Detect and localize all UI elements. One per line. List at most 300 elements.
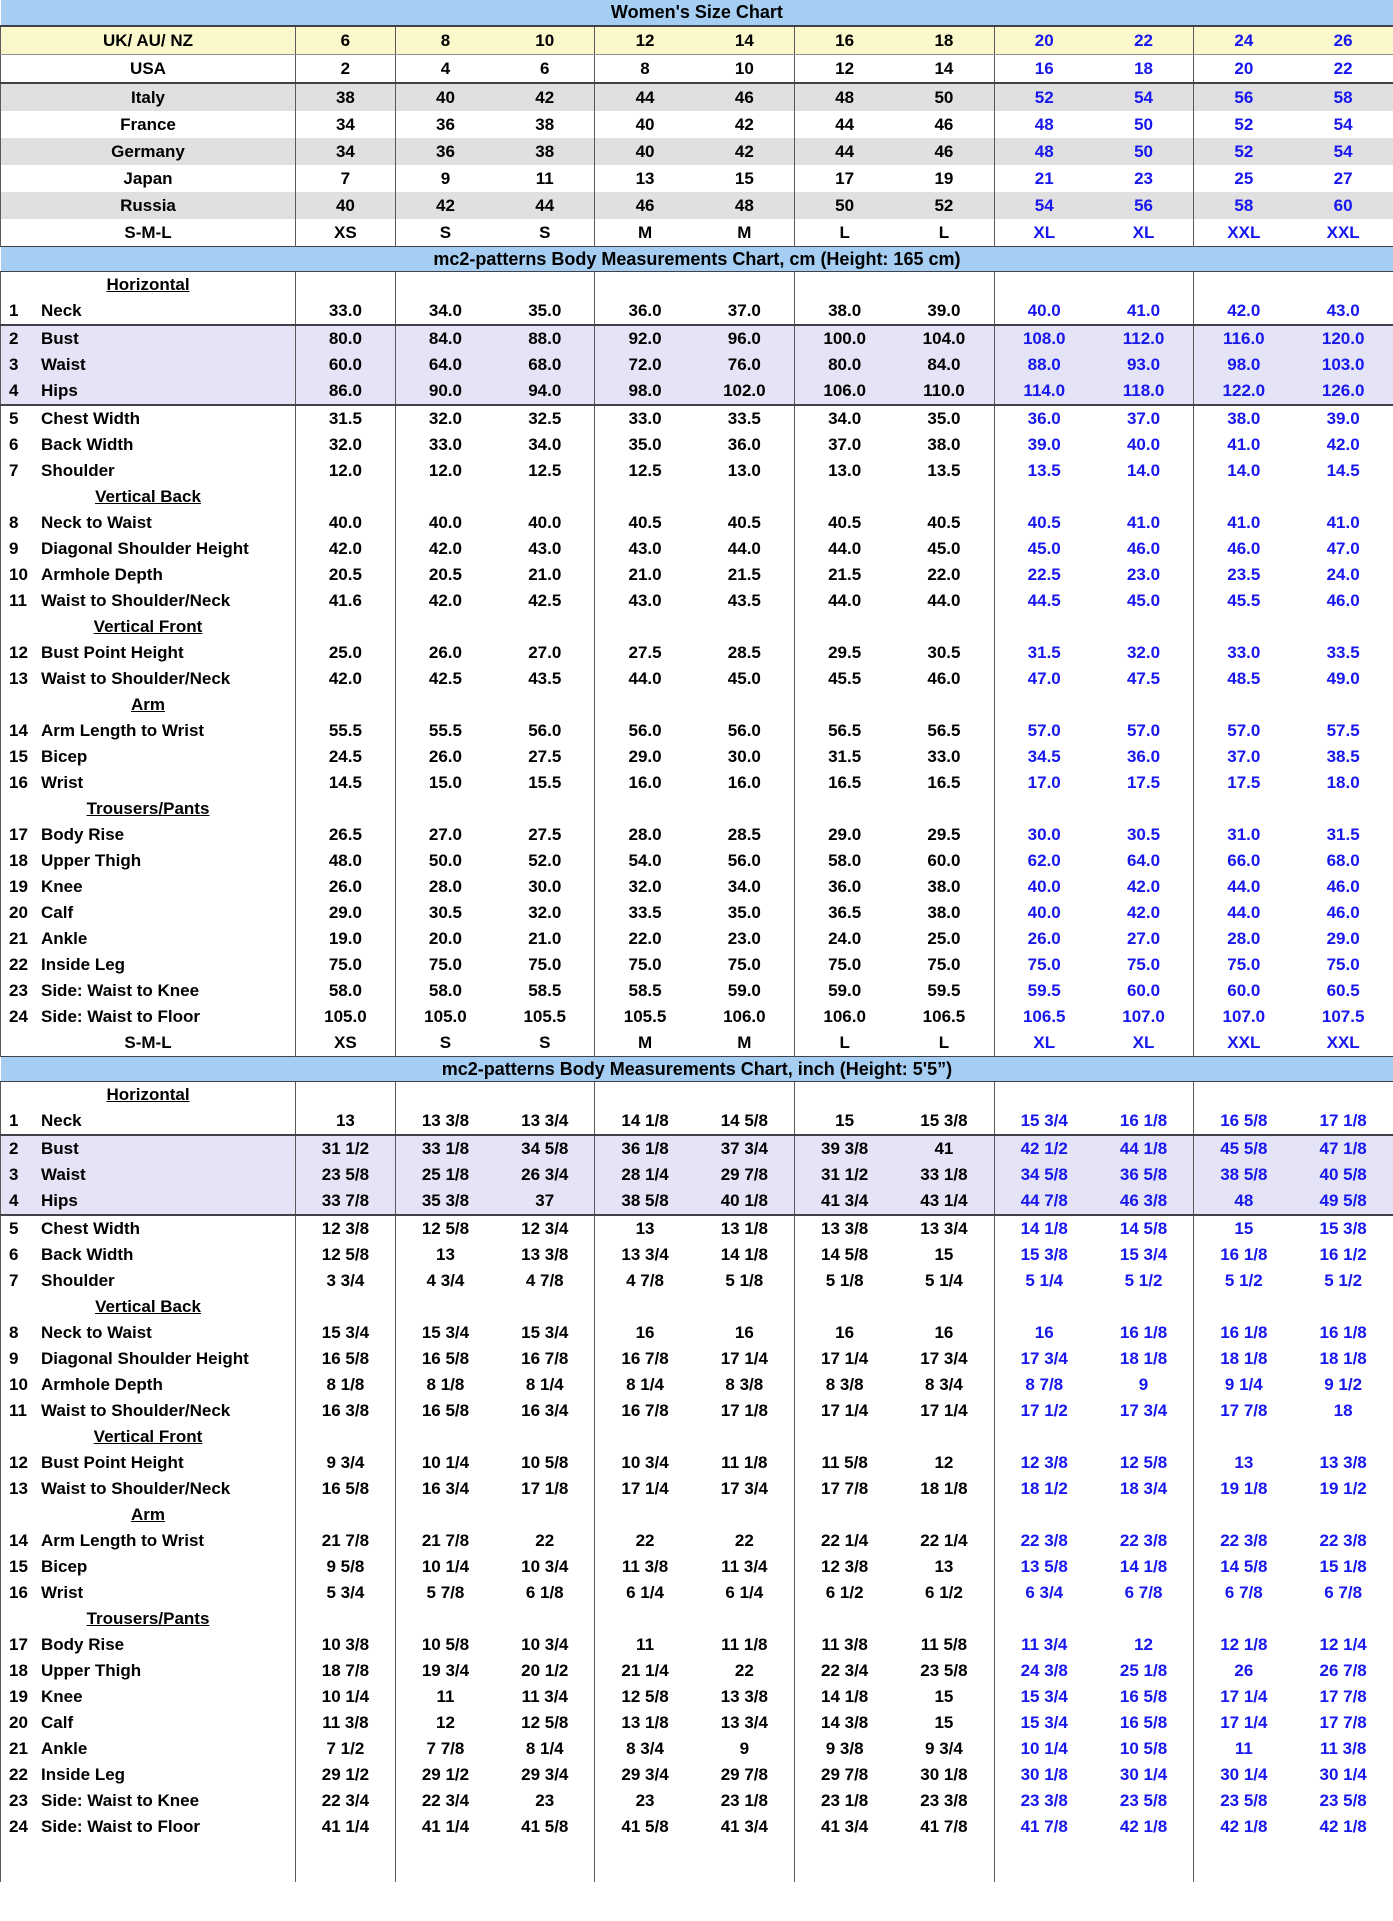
value-cell: 41.0 [1227, 435, 1261, 454]
value-cell: 16 5/8 [421, 1349, 470, 1368]
value-cell: 17 1/8 [1293, 1108, 1393, 1135]
row-label [1, 1004, 296, 1030]
value-cell: 10 [495, 26, 595, 55]
value-cell: 15 [695, 165, 795, 192]
value-cell: 10 1/4 [421, 1453, 470, 1472]
row-label-text: Back Width [41, 435, 134, 454]
value-cell: 106.5 [894, 1004, 994, 1030]
row-label-text: Body Rise [41, 1635, 125, 1654]
value-cell: 120.0 [1293, 325, 1393, 352]
value-cell: 105.0 [296, 1004, 396, 1030]
value-cell: 33.0 [296, 298, 396, 325]
row-label [1, 510, 296, 536]
value-cell: 14 1/8 [821, 1687, 869, 1706]
table-row [1, 900, 1393, 926]
value-cell: 12 1/4 [1293, 1632, 1393, 1658]
value-cell [994, 692, 1094, 718]
value-cell: 13.5 [894, 458, 994, 484]
row-label [1, 770, 296, 796]
value-cell: 13 [635, 169, 655, 188]
value-cell: 59.5 [894, 978, 994, 1004]
value-cell: 16 1/8 [1094, 1108, 1194, 1135]
table-row [1, 111, 1393, 138]
value-cell [894, 484, 994, 510]
value-cell: 15 1/8 [1293, 1554, 1393, 1580]
row-label-text: Side: Waist to Knee [41, 1791, 200, 1810]
value-cell [994, 1840, 1094, 1882]
table-row [1, 822, 1393, 848]
row-number: 20 [9, 1713, 28, 1732]
row-label-text: Body Rise [41, 825, 125, 844]
value-cell [695, 484, 795, 510]
value-cell: 19.0 [296, 926, 396, 952]
value-cell: L [894, 1030, 994, 1057]
value-cell [695, 692, 795, 718]
value-cell [595, 1294, 695, 1320]
row-label-text: Diagonal Shoulder Height [41, 1349, 249, 1368]
value-cell: 40.5 [894, 510, 994, 536]
section-header-row [1, 796, 1393, 822]
value-cell: 36.0 [695, 432, 795, 458]
value-cell: 105.5 [623, 1007, 667, 1026]
value-cell: 40.5 [1027, 513, 1061, 532]
value-cell [395, 272, 495, 299]
table-row [1, 536, 1393, 562]
value-cell: 44.0 [628, 669, 662, 688]
value-cell: 6 1/8 [495, 1580, 595, 1606]
value-cell [1094, 484, 1194, 510]
value-cell [695, 1294, 795, 1320]
value-cell: 38 [296, 83, 396, 111]
value-cell [495, 1294, 595, 1320]
row-number: 4 [9, 381, 19, 400]
value-cell: 31 1/2 [794, 1162, 894, 1188]
value-cell: 16 7/8 [495, 1346, 595, 1372]
value-cell [1194, 692, 1294, 718]
value-cell: 21.0 [495, 926, 595, 952]
value-cell: 13 3/8 [821, 1219, 869, 1238]
value-cell: 57.0 [1227, 721, 1261, 740]
value-cell: 12 5/8 [495, 1710, 595, 1736]
value-cell: 10 [695, 55, 795, 84]
value-cell [296, 796, 396, 822]
value-cell: 54 [1094, 83, 1194, 111]
value-cell: 23.0 [1094, 562, 1194, 588]
value-cell: 13 1/8 [621, 1713, 669, 1732]
value-cell: 17 7/8 [1220, 1401, 1268, 1420]
value-cell: 13 3/8 [495, 1242, 595, 1268]
row-number: 19 [9, 877, 28, 896]
row-number: 17 [9, 825, 28, 844]
value-cell: 54 [1293, 111, 1393, 138]
value-cell [495, 796, 595, 822]
value-cell: M [637, 1033, 653, 1052]
row-number: 13 [9, 669, 28, 688]
table-row [1, 1814, 1393, 1840]
value-cell: 38 5/8 [595, 1188, 695, 1215]
table-row [1, 378, 1393, 405]
row-number: 6 [9, 1245, 19, 1264]
row-label [1, 562, 296, 588]
value-cell: 98.0 [595, 378, 695, 405]
value-cell: 6 3/4 [1025, 1583, 1064, 1602]
value-cell: 40 [296, 192, 396, 219]
value-cell: 20 1/2 [495, 1658, 595, 1684]
value-cell [994, 1424, 1094, 1450]
value-cell: 80.0 [296, 325, 396, 352]
value-cell: 30 1/8 [1020, 1765, 1068, 1784]
row-label [1, 325, 296, 352]
value-cell: 21 [1034, 169, 1054, 188]
value-cell [1293, 692, 1393, 718]
row-label-text: Waist to Shoulder/Neck [41, 669, 231, 688]
value-cell: 33.5 [695, 405, 795, 432]
value-cell: 18.0 [1293, 770, 1393, 796]
value-cell: 46 [894, 111, 994, 138]
row-label-text: Waist to Shoulder/Neck [41, 1479, 231, 1498]
row-number: 1 [9, 301, 19, 320]
value-cell: 43.0 [628, 591, 662, 610]
value-cell: 17 3/4 [894, 1346, 994, 1372]
value-cell: 37 3/4 [695, 1135, 795, 1162]
value-cell: 36.5 [828, 903, 862, 922]
value-cell [395, 1502, 495, 1528]
value-cell: 12 5/8 [296, 1242, 396, 1268]
value-cell: 28.0 [1227, 929, 1261, 948]
value-cell: 36.0 [828, 877, 862, 896]
value-cell: 20.5 [296, 562, 396, 588]
value-cell: 11 3/8 [621, 1557, 669, 1576]
table-row [1, 458, 1393, 484]
value-cell: 17 1/4 [695, 1346, 795, 1372]
value-cell [1194, 272, 1294, 299]
value-cell: 106.0 [794, 378, 894, 405]
value-cell: 21 7/8 [296, 1528, 396, 1554]
value-cell: 56.5 [828, 721, 862, 740]
value-cell: 80.0 [794, 352, 894, 378]
value-cell: 34 [296, 138, 396, 165]
value-cell [595, 614, 695, 640]
row-label-text: Neck to Waist [41, 1323, 152, 1342]
value-cell [495, 1502, 595, 1528]
value-cell: 17 1/2 [1020, 1401, 1068, 1420]
value-cell: 42.0 [1293, 432, 1393, 458]
value-cell: 37.0 [695, 298, 795, 325]
table-row [1, 926, 1393, 952]
value-cell: 16 5/8 [296, 1346, 396, 1372]
value-cell: 42.0 [296, 536, 396, 562]
value-cell: 35.0 [894, 405, 994, 432]
value-cell: 46 [595, 192, 695, 219]
value-cell [1194, 1502, 1294, 1528]
value-cell: 9 1/2 [1293, 1372, 1393, 1398]
row-label [1, 1215, 296, 1242]
row-number: 8 [9, 1323, 19, 1342]
row-number: 22 [9, 955, 28, 974]
value-cell: 94.0 [495, 378, 595, 405]
value-cell: 56.0 [495, 718, 595, 744]
value-cell: 16 5/8 [1094, 1684, 1194, 1710]
value-cell: 9 3/4 [296, 1450, 396, 1476]
value-cell: 17 1/4 [894, 1398, 994, 1424]
row-label [1, 536, 296, 562]
value-cell: 18 1/8 [1094, 1346, 1194, 1372]
row-number: 21 [9, 1739, 28, 1758]
table-row [1, 1398, 1393, 1424]
value-cell: 25.0 [894, 926, 994, 952]
value-cell: 38.5 [1293, 744, 1393, 770]
row-label [1, 26, 296, 55]
row-number: 10 [9, 565, 28, 584]
value-cell: 102.0 [695, 378, 795, 405]
table-row [1, 1030, 1393, 1057]
value-cell: 28.5 [695, 640, 795, 666]
value-cell: M [637, 223, 653, 242]
section-header-text: Trousers/Pants [86, 799, 210, 818]
value-cell: 42.5 [428, 669, 462, 688]
value-cell: 12 5/8 [621, 1687, 669, 1706]
row-label-text: Hips [41, 381, 78, 400]
value-cell: 40.0 [428, 513, 462, 532]
value-cell: S [439, 1033, 452, 1052]
value-cell: 84.0 [894, 352, 994, 378]
value-cell: 84.0 [395, 325, 495, 352]
value-cell: 5 1/4 [894, 1268, 994, 1294]
value-cell: 49 5/8 [1293, 1188, 1393, 1215]
row-label [1, 405, 296, 432]
value-cell: 60.0 [1227, 981, 1261, 1000]
section-header-text: Horizontal [106, 1085, 190, 1104]
value-cell: 41 3/4 [821, 1817, 869, 1836]
value-cell [894, 1294, 994, 1320]
table-row [1, 352, 1393, 378]
row-number: 16 [9, 773, 28, 792]
value-cell: 55.5 [428, 721, 462, 740]
value-cell: 52 [1234, 115, 1254, 134]
value-cell: S [495, 1030, 595, 1057]
value-cell: 29 1/2 [421, 1765, 470, 1784]
value-cell: 34 5/8 [994, 1162, 1094, 1188]
value-cell: 86.0 [296, 378, 396, 405]
value-cell [595, 1502, 695, 1528]
value-cell: 11 1/8 [695, 1450, 795, 1476]
row-label [1, 1135, 296, 1162]
row-label-text: Wrist [41, 773, 84, 792]
value-cell: XL [1033, 1033, 1056, 1052]
value-cell: 39.0 [1027, 435, 1061, 454]
value-cell [395, 1082, 495, 1109]
value-cell [1293, 1606, 1393, 1632]
value-cell: 37.0 [1094, 405, 1194, 432]
value-cell: 42 1/2 [994, 1135, 1094, 1162]
row-number: 24 [9, 1817, 28, 1836]
row-label [1, 83, 296, 111]
value-cell: 40 [395, 83, 495, 111]
table-row [1, 1554, 1393, 1580]
row-label [1, 219, 296, 247]
row-label [1, 298, 296, 325]
row-label-text: Chest Width [41, 409, 141, 428]
table-row [1, 1762, 1393, 1788]
value-cell: 45.5 [1227, 591, 1261, 610]
value-cell: 35 3/8 [395, 1188, 495, 1215]
value-cell: 41 5/8 [495, 1814, 595, 1840]
table-row [1, 432, 1393, 458]
value-cell: 41 1/4 [296, 1814, 396, 1840]
value-cell: 10 5/8 [495, 1450, 595, 1476]
value-cell: 40.0 [1027, 903, 1061, 922]
value-cell: 6 1/2 [825, 1583, 864, 1602]
value-cell: 18 1/8 [1220, 1349, 1268, 1368]
value-cell: 6 1/4 [695, 1580, 795, 1606]
value-cell: 75.0 [1094, 952, 1194, 978]
table-row [1, 666, 1393, 692]
value-cell: 12 3/8 [1020, 1453, 1068, 1472]
value-cell [794, 1502, 894, 1528]
value-cell: 34.0 [495, 432, 595, 458]
value-cell: 98.0 [1194, 352, 1294, 378]
value-cell: 56.0 [628, 721, 662, 740]
row-label-text: Neck to Waist [41, 513, 152, 532]
value-cell: 49.0 [1293, 666, 1393, 692]
section-header-row [1, 272, 1393, 299]
value-cell [1094, 272, 1194, 299]
row-label-text: Waist [41, 1165, 86, 1184]
value-cell: 36.0 [1027, 409, 1061, 428]
value-cell: 30 1/4 [1293, 1762, 1393, 1788]
value-cell: 16 5/8 [421, 1401, 470, 1420]
table-row [1, 1268, 1393, 1294]
value-cell [595, 1840, 695, 1882]
value-cell: 31.5 [296, 405, 396, 432]
value-cell: 42.0 [1194, 298, 1294, 325]
value-cell: 103.0 [1293, 352, 1393, 378]
value-cell: 27.5 [495, 744, 595, 770]
table-row [1, 874, 1393, 900]
value-cell: 48 [994, 138, 1094, 165]
row-label [1, 1242, 296, 1268]
value-cell: 17 1/4 [821, 1401, 869, 1420]
value-cell: 37.0 [1227, 747, 1261, 766]
value-cell: 40 [595, 138, 695, 165]
value-cell: 30 1/4 [1094, 1762, 1194, 1788]
value-cell: 17 7/8 [1293, 1684, 1393, 1710]
value-cell: 18 7/8 [296, 1658, 396, 1684]
value-cell [1194, 1840, 1294, 1882]
value-cell: 11 3/4 [695, 1554, 795, 1580]
value-cell: 88.0 [495, 325, 595, 352]
value-cell: 31.0 [1227, 825, 1261, 844]
row-number: 18 [9, 851, 28, 870]
value-cell: 75.0 [1227, 955, 1261, 974]
value-cell: 13 5/8 [1020, 1557, 1068, 1576]
row-number: 17 [9, 1635, 28, 1654]
value-cell: 32.0 [428, 409, 462, 428]
value-cell: 39.0 [1293, 405, 1393, 432]
value-cell [1094, 1502, 1194, 1528]
value-cell: L [839, 1033, 850, 1052]
value-cell: 15 [894, 1242, 994, 1268]
value-cell: 36 5/8 [1094, 1162, 1194, 1188]
value-cell: 44.0 [1227, 877, 1261, 896]
value-cell: 24.0 [828, 929, 862, 948]
value-cell: 17 1/4 [1220, 1687, 1268, 1706]
value-cell: 15.0 [428, 773, 462, 792]
value-cell: 24.5 [296, 744, 396, 770]
row-label-text: Germany [111, 142, 185, 161]
row-label [1, 1162, 296, 1188]
value-cell [794, 1082, 894, 1109]
row-number: 1 [9, 1111, 19, 1130]
value-cell: 42.0 [428, 539, 462, 558]
value-cell: 40 [635, 115, 655, 134]
value-cell: 35.0 [628, 435, 662, 454]
value-cell: 28 1/4 [595, 1162, 695, 1188]
value-cell: 25 [1234, 169, 1254, 188]
row-number: 14 [9, 721, 28, 740]
value-cell [1194, 1082, 1294, 1109]
row-number: 23 [9, 1791, 28, 1810]
value-cell [395, 1294, 495, 1320]
value-cell: 17 [835, 169, 855, 188]
value-cell: 16 7/8 [621, 1401, 669, 1420]
value-cell: 45.0 [1094, 588, 1194, 614]
value-cell: 9 3/4 [894, 1736, 994, 1762]
row-number: 9 [9, 539, 19, 558]
value-cell: 10 3/4 [621, 1453, 669, 1472]
value-cell: 60.0 [894, 848, 994, 874]
value-cell [1293, 1082, 1393, 1109]
value-cell: 31.5 [828, 747, 862, 766]
value-cell: 28.0 [428, 877, 462, 896]
value-cell: 44.0 [695, 536, 795, 562]
row-label [1, 1502, 296, 1528]
value-cell: 27.5 [628, 643, 662, 662]
value-cell: 18 3/4 [1094, 1476, 1194, 1502]
value-cell [794, 1424, 894, 1450]
row-label-text: Arm Length to Wrist [41, 1531, 205, 1550]
value-cell: 44 [794, 138, 894, 165]
value-cell: 15.5 [495, 770, 595, 796]
value-cell: 8 [595, 55, 695, 84]
value-cell: 107.0 [1222, 1007, 1266, 1026]
value-cell [1293, 484, 1393, 510]
value-cell [1194, 614, 1294, 640]
value-cell: 8 [395, 26, 495, 55]
value-cell [994, 614, 1094, 640]
value-cell [395, 484, 495, 510]
value-cell: 42.5 [495, 588, 595, 614]
value-cell: 15 3/8 [1293, 1215, 1393, 1242]
value-cell: 40.0 [495, 510, 595, 536]
table-row [1, 640, 1393, 666]
value-cell: 38 [495, 111, 595, 138]
value-cell: 10 5/8 [421, 1635, 470, 1654]
table-row [1, 1528, 1393, 1554]
value-cell: 13 [296, 1108, 396, 1135]
section-header-text: Vertical Front [93, 617, 203, 636]
value-cell: 34 5/8 [495, 1135, 595, 1162]
row-number: 24 [9, 1007, 28, 1026]
value-cell: 9 [440, 169, 451, 188]
value-cell: 37.0 [828, 435, 862, 454]
table-row [1, 1242, 1393, 1268]
value-cell: 12 [595, 26, 695, 55]
value-cell: 36 [435, 115, 455, 134]
value-cell: 14 [695, 26, 795, 55]
value-cell: 11 1/8 [695, 1632, 795, 1658]
value-cell: 16 3/8 [296, 1398, 396, 1424]
